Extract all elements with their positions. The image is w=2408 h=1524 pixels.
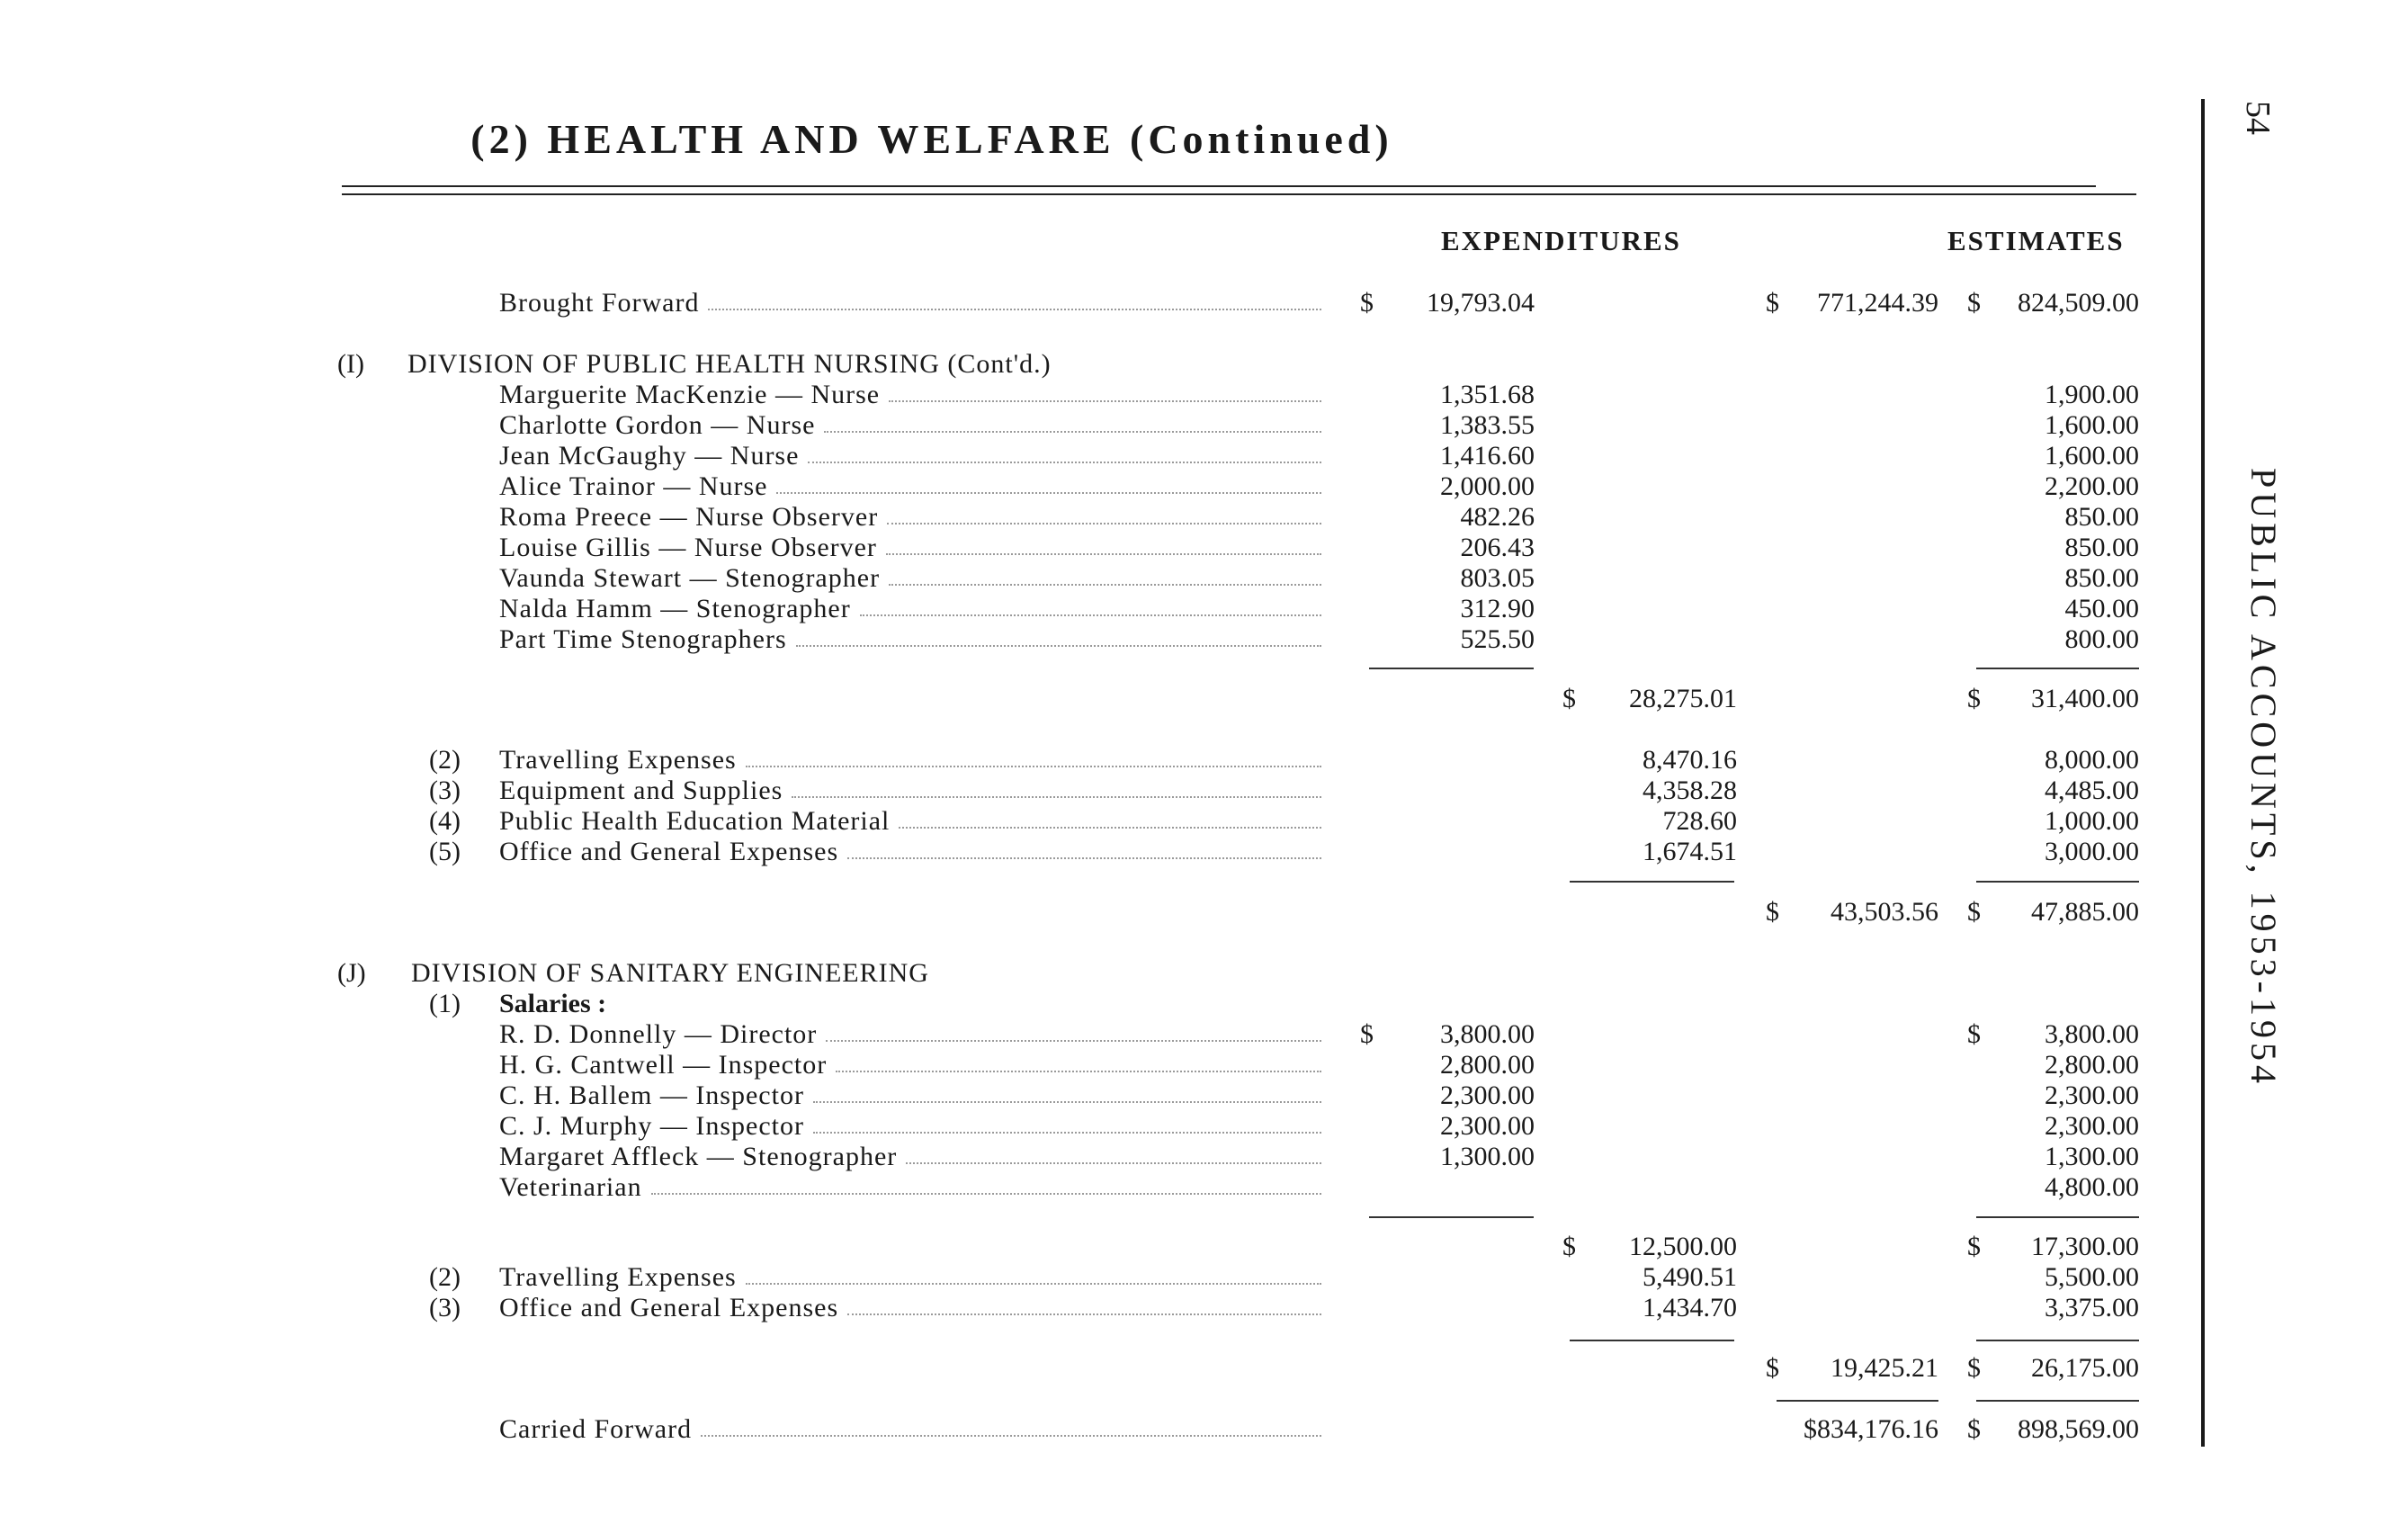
brought-forward-row xyxy=(0,288,2213,318)
currency-sign: $ xyxy=(1967,1019,1981,1049)
line-item-text: Jean McGaughy — Nurse xyxy=(499,441,800,471)
currency-sign: $ xyxy=(1360,1019,1374,1049)
line-item-expenditure: 1,416.60 xyxy=(1440,441,1535,471)
line-item-text: H. G. Cantwell — Inspector xyxy=(499,1050,828,1080)
dot-leader xyxy=(651,1192,1321,1195)
section-marker: (2) xyxy=(429,745,461,775)
line-item-expenditure: 2,300.00 xyxy=(1440,1111,1535,1141)
currency-sign: $ xyxy=(1766,897,1779,927)
line-item-label xyxy=(499,837,1327,867)
currency-sign: $ xyxy=(1967,684,1981,713)
line-item-text: Margaret Affleck — Stenographer xyxy=(499,1142,898,1171)
line-item-label xyxy=(499,745,1327,775)
line-item-label xyxy=(499,775,1327,806)
line-item-estimate: 3,000.00 xyxy=(2045,837,2139,866)
line-item-text: Louise Gillis — Nurse Observer xyxy=(499,533,877,562)
line-item-label xyxy=(499,533,1327,563)
expense-row xyxy=(0,837,2213,867)
line-item-label xyxy=(499,563,1327,594)
subtotal-rule xyxy=(1976,1216,2139,1218)
line-item-expenditure: 2,800.00 xyxy=(1440,1050,1535,1080)
line-item-expenditure: 803.05 xyxy=(1460,563,1535,593)
dot-leader xyxy=(847,856,1321,859)
line-item-estimate: 2,200.00 xyxy=(2045,471,2139,501)
page-number: 54 xyxy=(2239,101,2277,135)
staff-row xyxy=(0,1050,2213,1080)
salaries-total-expenditure: 28,275.01 xyxy=(1629,684,1737,713)
line-item-estimate: 1,300.00 xyxy=(2045,1142,2139,1171)
line-item-expenditure: 4,358.28 xyxy=(1643,775,1737,805)
line-item-text: C. H. Ballem — Inspector xyxy=(499,1080,804,1110)
brought-forward-expenditure-total: 771,244.39 xyxy=(1817,288,1938,318)
division-total-expenditure: 19,425.21 xyxy=(1831,1353,1938,1383)
line-item-estimate: 2,300.00 xyxy=(2045,1080,2139,1110)
line-item-label xyxy=(499,624,1327,655)
line-item-label xyxy=(499,410,1327,441)
line-item-label xyxy=(499,502,1327,533)
division-total-expenditure: 43,503.56 xyxy=(1831,897,1938,927)
staff-row xyxy=(0,563,2213,594)
line-item-expenditure: 1,383.55 xyxy=(1440,410,1535,440)
line-item-expenditure: 1,300.00 xyxy=(1440,1142,1535,1171)
line-item-text: R. D. Donnelly — Director xyxy=(499,1019,818,1049)
line-item-estimate: 1,900.00 xyxy=(2045,380,2139,409)
expense-row xyxy=(0,775,2213,806)
dot-leader xyxy=(847,1313,1321,1315)
line-item-estimate: 8,000.00 xyxy=(2045,745,2139,775)
page-title: (2) HEALTH AND WELFARE (Continued) xyxy=(470,116,1393,162)
staff-row xyxy=(0,380,2213,410)
dot-leader xyxy=(824,430,1321,433)
line-item-estimate: 4,485.00 xyxy=(2045,775,2139,805)
subtotal-rule xyxy=(1369,668,1534,669)
division-title: DIVISION OF SANITARY ENGINEERING xyxy=(411,958,929,988)
dot-leader xyxy=(899,826,1321,829)
line-item-text: Charlotte Gordon — Nurse xyxy=(499,410,816,440)
division-marker: (J) xyxy=(337,958,366,988)
header-rule-bottom xyxy=(342,193,2136,195)
line-item-label xyxy=(499,471,1327,502)
line-item-expenditure: 525.50 xyxy=(1460,624,1535,654)
staff-row xyxy=(0,1019,2213,1050)
currency-sign: $ xyxy=(1766,1353,1779,1383)
brought-forward-label: Brought Forward xyxy=(499,288,1327,318)
line-item-expenditure: 8,470.16 xyxy=(1643,745,1737,775)
line-item-label xyxy=(499,1050,1327,1080)
currency-sign: $ xyxy=(1967,1414,1981,1444)
line-item-expenditure: 1,434.70 xyxy=(1643,1293,1737,1322)
carried-forward-expenditure-total: $834,176.16 xyxy=(1804,1414,1938,1444)
line-item-estimate: 800.00 xyxy=(2064,624,2139,654)
section-marker: (3) xyxy=(429,775,461,805)
line-item-estimate: 850.00 xyxy=(2064,563,2139,593)
division-i-total-row xyxy=(0,897,2213,928)
currency-sign: $ xyxy=(1967,1353,1981,1383)
salaries-total-estimate: 31,400.00 xyxy=(2031,684,2139,713)
dot-leader xyxy=(808,461,1321,463)
subtotal-rule xyxy=(1369,1216,1534,1218)
expense-row xyxy=(0,745,2213,775)
header-rule-top xyxy=(342,185,2096,187)
expense-row xyxy=(0,1293,2213,1323)
division-i-salaries-total-row xyxy=(0,684,2213,714)
dot-leader xyxy=(746,1282,1321,1285)
dot-leader xyxy=(836,1070,1321,1072)
line-item-text: C. J. Murphy — Inspector xyxy=(499,1111,804,1141)
dot-leader xyxy=(813,1131,1321,1134)
brought-forward-expenditure: 19,793.04 xyxy=(1427,288,1535,318)
line-item-estimate: 4,800.00 xyxy=(2045,1172,2139,1202)
line-item-label xyxy=(499,806,1327,837)
line-item-text: Nalda Hamm — Stenographer xyxy=(499,594,851,623)
line-item-label xyxy=(499,380,1327,410)
section-marker: (2) xyxy=(429,1262,461,1292)
subtotal-rule xyxy=(1976,881,2139,883)
line-item-estimate: 5,500.00 xyxy=(2045,1262,2139,1292)
currency-sign: $ xyxy=(1967,897,1981,927)
line-item-text: Veterinarian xyxy=(499,1172,642,1202)
dot-leader xyxy=(796,644,1321,647)
line-item-estimate: 850.00 xyxy=(2064,502,2139,532)
carried-forward-estimate: 898,569.00 xyxy=(2018,1414,2139,1444)
division-title: DIVISION OF PUBLIC HEALTH NURSING (Cont'd.) xyxy=(407,349,1052,379)
division-j-heading xyxy=(0,958,2213,989)
line-item-estimate: 850.00 xyxy=(2064,533,2139,562)
line-item-expenditure: 2,300.00 xyxy=(1440,1080,1535,1110)
salaries-label: Salaries : xyxy=(499,989,607,1018)
expenditures-column-header: EXPENDITURES xyxy=(1441,225,1681,256)
subtotal-rule xyxy=(1976,668,2139,669)
salaries-subheading xyxy=(0,989,2213,1019)
dot-leader xyxy=(886,552,1321,555)
staff-row xyxy=(0,1142,2213,1172)
dot-leader xyxy=(860,614,1321,616)
line-item-estimate: 450.00 xyxy=(2064,594,2139,623)
brought-forward-estimate: 824,509.00 xyxy=(2018,288,2139,318)
line-item-label xyxy=(499,441,1327,471)
line-item-estimate: 1,600.00 xyxy=(2045,410,2139,440)
line-item-expenditure: 5,490.51 xyxy=(1643,1262,1737,1292)
staff-row xyxy=(0,441,2213,471)
line-item-text: Marguerite MacKenzie — Nurse xyxy=(499,380,881,409)
division-i-heading xyxy=(0,349,2213,380)
dot-leader xyxy=(746,765,1321,767)
line-item-text: Roma Preece — Nurse Observer xyxy=(499,502,879,532)
line-item-expenditure: 312.90 xyxy=(1460,594,1535,623)
line-item-text: Travelling Expenses xyxy=(499,745,737,775)
subtotal-rule xyxy=(1570,881,1734,883)
currency-sign: $ xyxy=(1562,1232,1576,1261)
division-j-total-row xyxy=(0,1353,2213,1384)
division-j-salaries-total-row xyxy=(0,1232,2213,1262)
staff-row xyxy=(0,594,2213,624)
line-item-estimate: 3,375.00 xyxy=(2045,1293,2139,1322)
total-rule xyxy=(1976,1400,2139,1402)
section-marker: (4) xyxy=(429,806,461,836)
staff-row xyxy=(0,1111,2213,1142)
line-item-label xyxy=(499,1262,1327,1293)
salaries-total-expenditure: 12,500.00 xyxy=(1629,1232,1737,1261)
staff-row xyxy=(0,624,2213,655)
currency-sign: $ xyxy=(1967,288,1981,318)
division-total-estimate: 47,885.00 xyxy=(2031,897,2139,927)
line-item-estimate: 2,300.00 xyxy=(2045,1111,2139,1141)
staff-row xyxy=(0,1080,2213,1111)
line-item-label xyxy=(499,1019,1327,1050)
estimates-column-header: ESTIMATES xyxy=(1947,225,2125,256)
carried-forward-row xyxy=(0,1414,2213,1445)
line-item-text: Equipment and Supplies xyxy=(499,775,783,805)
staff-row xyxy=(0,471,2213,502)
line-item-label xyxy=(499,594,1327,624)
currency-sign: $ xyxy=(1360,288,1374,318)
section-marker: (3) xyxy=(429,1293,461,1322)
staff-row xyxy=(0,533,2213,563)
line-item-text: Office and General Expenses xyxy=(499,1293,839,1322)
expense-row xyxy=(0,1262,2213,1293)
subtotal-rule xyxy=(1976,1340,2139,1341)
line-item-label xyxy=(499,1111,1327,1142)
currency-sign: $ xyxy=(1766,288,1779,318)
total-rule xyxy=(1777,1400,1938,1402)
line-item-expenditure: 1,351.68 xyxy=(1440,380,1535,409)
dot-leader xyxy=(889,399,1321,402)
dot-leader xyxy=(792,795,1321,798)
currency-sign: $ xyxy=(1562,684,1576,713)
currency-sign: $ xyxy=(1967,1232,1981,1261)
line-item-expenditure: 206.43 xyxy=(1460,533,1535,562)
line-item-text: Vaunda Stewart — Stenographer xyxy=(499,563,881,593)
line-item-expenditure: 728.60 xyxy=(1662,806,1737,836)
carried-forward-label: Carried Forward xyxy=(499,1414,1327,1445)
line-item-estimate: 2,800.00 xyxy=(2045,1050,2139,1080)
line-item-expenditure: 1,674.51 xyxy=(1643,837,1737,866)
division-marker: (I) xyxy=(337,349,364,379)
line-item-expenditure: 3,800.00 xyxy=(1440,1019,1535,1049)
line-item-text: Office and General Expenses xyxy=(499,837,839,866)
dot-leader xyxy=(906,1161,1321,1164)
line-item-text: Part Time Stenographers xyxy=(499,624,787,654)
line-item-text: Alice Trainor — Nurse xyxy=(499,471,768,501)
line-item-expenditure: 482.26 xyxy=(1460,502,1535,532)
dot-leader xyxy=(813,1100,1321,1103)
line-item-estimate: 1,600.00 xyxy=(2045,441,2139,471)
staff-row xyxy=(0,410,2213,441)
line-item-expenditure: 2,000.00 xyxy=(1440,471,1535,501)
line-item-text: Travelling Expenses xyxy=(499,1262,737,1292)
line-item-label xyxy=(499,1172,1327,1203)
line-item-estimate: 1,000.00 xyxy=(2045,806,2139,836)
dot-leader xyxy=(826,1039,1321,1042)
staff-row xyxy=(0,1172,2213,1203)
line-item-label xyxy=(499,1080,1327,1111)
side-running-title: PUBLIC ACCOUNTS, 1953-1954 xyxy=(2243,468,2284,1088)
line-item-text: Public Health Education Material xyxy=(499,806,891,836)
subtotal-rule xyxy=(1570,1340,1734,1341)
line-item-estimate: 3,800.00 xyxy=(2045,1019,2139,1049)
salaries-total-estimate: 17,300.00 xyxy=(2031,1232,2139,1261)
division-total-estimate: 26,175.00 xyxy=(2031,1353,2139,1383)
section-marker: (5) xyxy=(429,837,461,866)
expense-row xyxy=(0,806,2213,837)
staff-row xyxy=(0,502,2213,533)
dot-leader xyxy=(889,583,1321,586)
dot-leader xyxy=(887,522,1321,524)
dot-leader xyxy=(776,491,1321,494)
line-item-label xyxy=(499,1142,1327,1172)
section-marker: (1) xyxy=(429,989,461,1018)
line-item-label xyxy=(499,1293,1327,1323)
